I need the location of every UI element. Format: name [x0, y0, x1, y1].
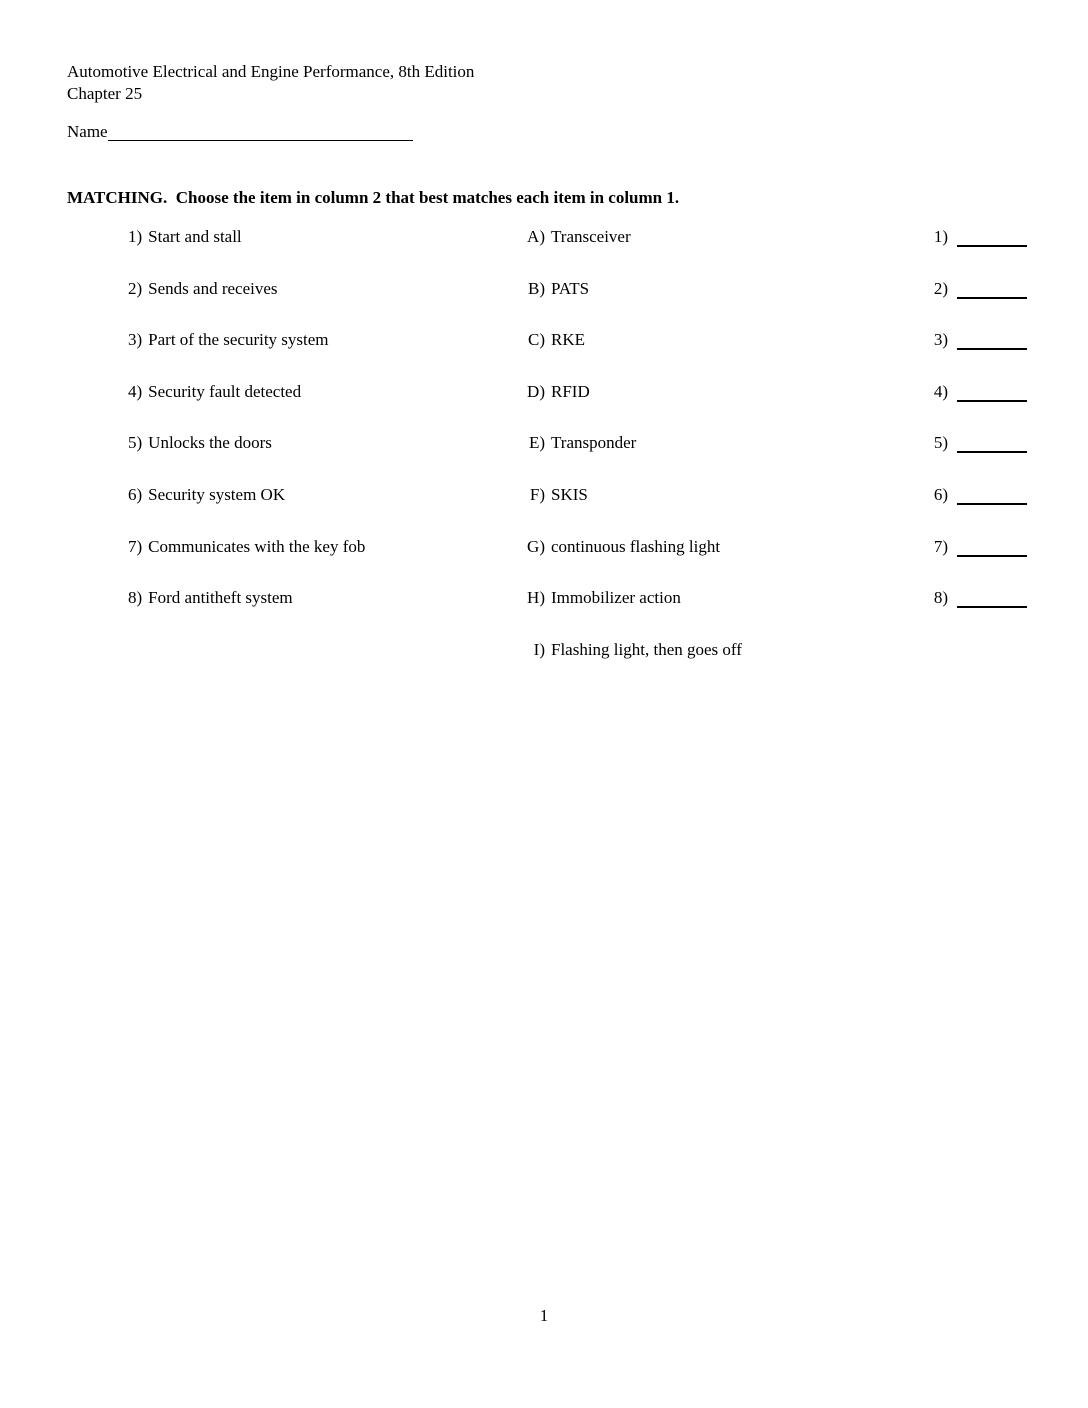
matching-row: [0, 374, 1088, 426]
item-text: Ford antitheft system: [148, 588, 293, 608]
column2-item: [515, 640, 742, 660]
column1-item: [128, 279, 278, 299]
item-number: 3): [128, 330, 143, 350]
matching-row: [0, 271, 1088, 323]
answer-number: 3): [933, 330, 948, 350]
answer-slot: [918, 279, 1027, 299]
item-number: 1): [128, 227, 143, 246]
column1-item: [128, 227, 242, 247]
book-title: Automotive Electrical and Engine Performance, 8th Edition: [67, 62, 475, 81]
answer-slot: [918, 227, 1027, 247]
option-letter: A): [527, 227, 545, 246]
column2-item: [515, 279, 589, 299]
answer-number: 8): [933, 588, 948, 608]
answer-slot: [918, 588, 1027, 608]
matching-row: [0, 632, 1088, 684]
answer-blank[interactable]: [957, 451, 1027, 453]
option-letter: C): [528, 330, 545, 350]
answer-blank[interactable]: [957, 606, 1027, 608]
answer-number: 1): [933, 227, 948, 246]
matching-section: [0, 219, 1088, 683]
column1-item: [128, 588, 293, 608]
option-letter: G): [527, 536, 545, 556]
option-letter: D): [527, 381, 545, 401]
option-letter: H): [527, 588, 545, 608]
item-number: 2): [128, 278, 143, 298]
item-number: 4): [128, 381, 143, 401]
matching-row: [0, 219, 1088, 271]
matching-instruction: MATCHING. Choose the item in column 2 that best matches each item in column 1.: [67, 188, 680, 207]
answer-blank[interactable]: [957, 297, 1027, 299]
option-letter: E): [528, 433, 545, 453]
column1-item: [128, 330, 329, 350]
answer-slot: [918, 537, 1027, 557]
answer-slot: [918, 382, 1027, 402]
option-letter: B): [528, 278, 545, 298]
item-text: Communicates with the key fob: [148, 536, 366, 556]
name-label: Name: [67, 122, 108, 141]
answer-slot: [918, 485, 1027, 505]
column1-item: [128, 485, 285, 505]
matching-row: [0, 322, 1088, 374]
answer-blank[interactable]: [957, 400, 1027, 402]
option-text: Flashing light, then goes off: [551, 639, 742, 659]
item-number: 6): [128, 484, 143, 504]
answer-blank[interactable]: [957, 555, 1027, 557]
option-text: RKE: [551, 330, 585, 350]
column2-item: [515, 227, 631, 247]
option-text: Transceiver: [551, 227, 631, 246]
answer-blank[interactable]: [957, 503, 1027, 505]
option-letter: F): [529, 484, 545, 504]
answer-slot: [918, 433, 1027, 453]
chapter-title: Chapter 25: [67, 84, 143, 103]
column2-item: [515, 485, 588, 505]
item-text: Start and stall: [148, 227, 242, 246]
column1-item: [128, 433, 272, 453]
matching-row: [0, 529, 1088, 581]
item-text: Part of the security system: [148, 330, 329, 350]
answer-slot: [918, 330, 1027, 350]
option-text: PATS: [551, 278, 590, 298]
item-text: Unlocks the doors: [148, 433, 272, 453]
item-text: Security system OK: [148, 484, 286, 504]
answer-number: 6): [933, 484, 948, 504]
option-text: RFID: [551, 381, 590, 401]
item-text: Sends and receives: [148, 278, 278, 298]
matching-row: [0, 477, 1088, 529]
option-text: Immobilizer action: [551, 588, 681, 608]
option-text: continuous flashing light: [551, 536, 721, 556]
column1-item: [128, 382, 301, 402]
option-text: SKIS: [551, 484, 588, 504]
column2-item: [515, 382, 590, 402]
name-row: [67, 122, 413, 142]
matching-row: [0, 425, 1088, 477]
answer-blank[interactable]: [957, 348, 1027, 350]
item-number: 5): [128, 433, 143, 453]
column2-item: [515, 433, 636, 453]
document-header: [67, 61, 474, 105]
page-number: 1: [539, 1306, 549, 1325]
answer-number: 7): [933, 536, 948, 556]
answer-blank[interactable]: [957, 245, 1027, 247]
option-letter: I): [533, 639, 545, 659]
matching-row: [0, 580, 1088, 632]
item-text: Security fault detected: [148, 381, 302, 401]
answer-number: 5): [933, 433, 948, 453]
name-blank[interactable]: [108, 140, 413, 141]
answer-number: 2): [933, 278, 948, 298]
column2-item: [515, 537, 720, 557]
column2-item: [515, 588, 681, 608]
item-number: 8): [128, 588, 143, 608]
answer-number: 4): [933, 381, 948, 401]
column2-item: [515, 330, 585, 350]
option-text: Transponder: [551, 433, 637, 453]
column1-item: [128, 537, 365, 557]
item-number: 7): [128, 536, 143, 556]
